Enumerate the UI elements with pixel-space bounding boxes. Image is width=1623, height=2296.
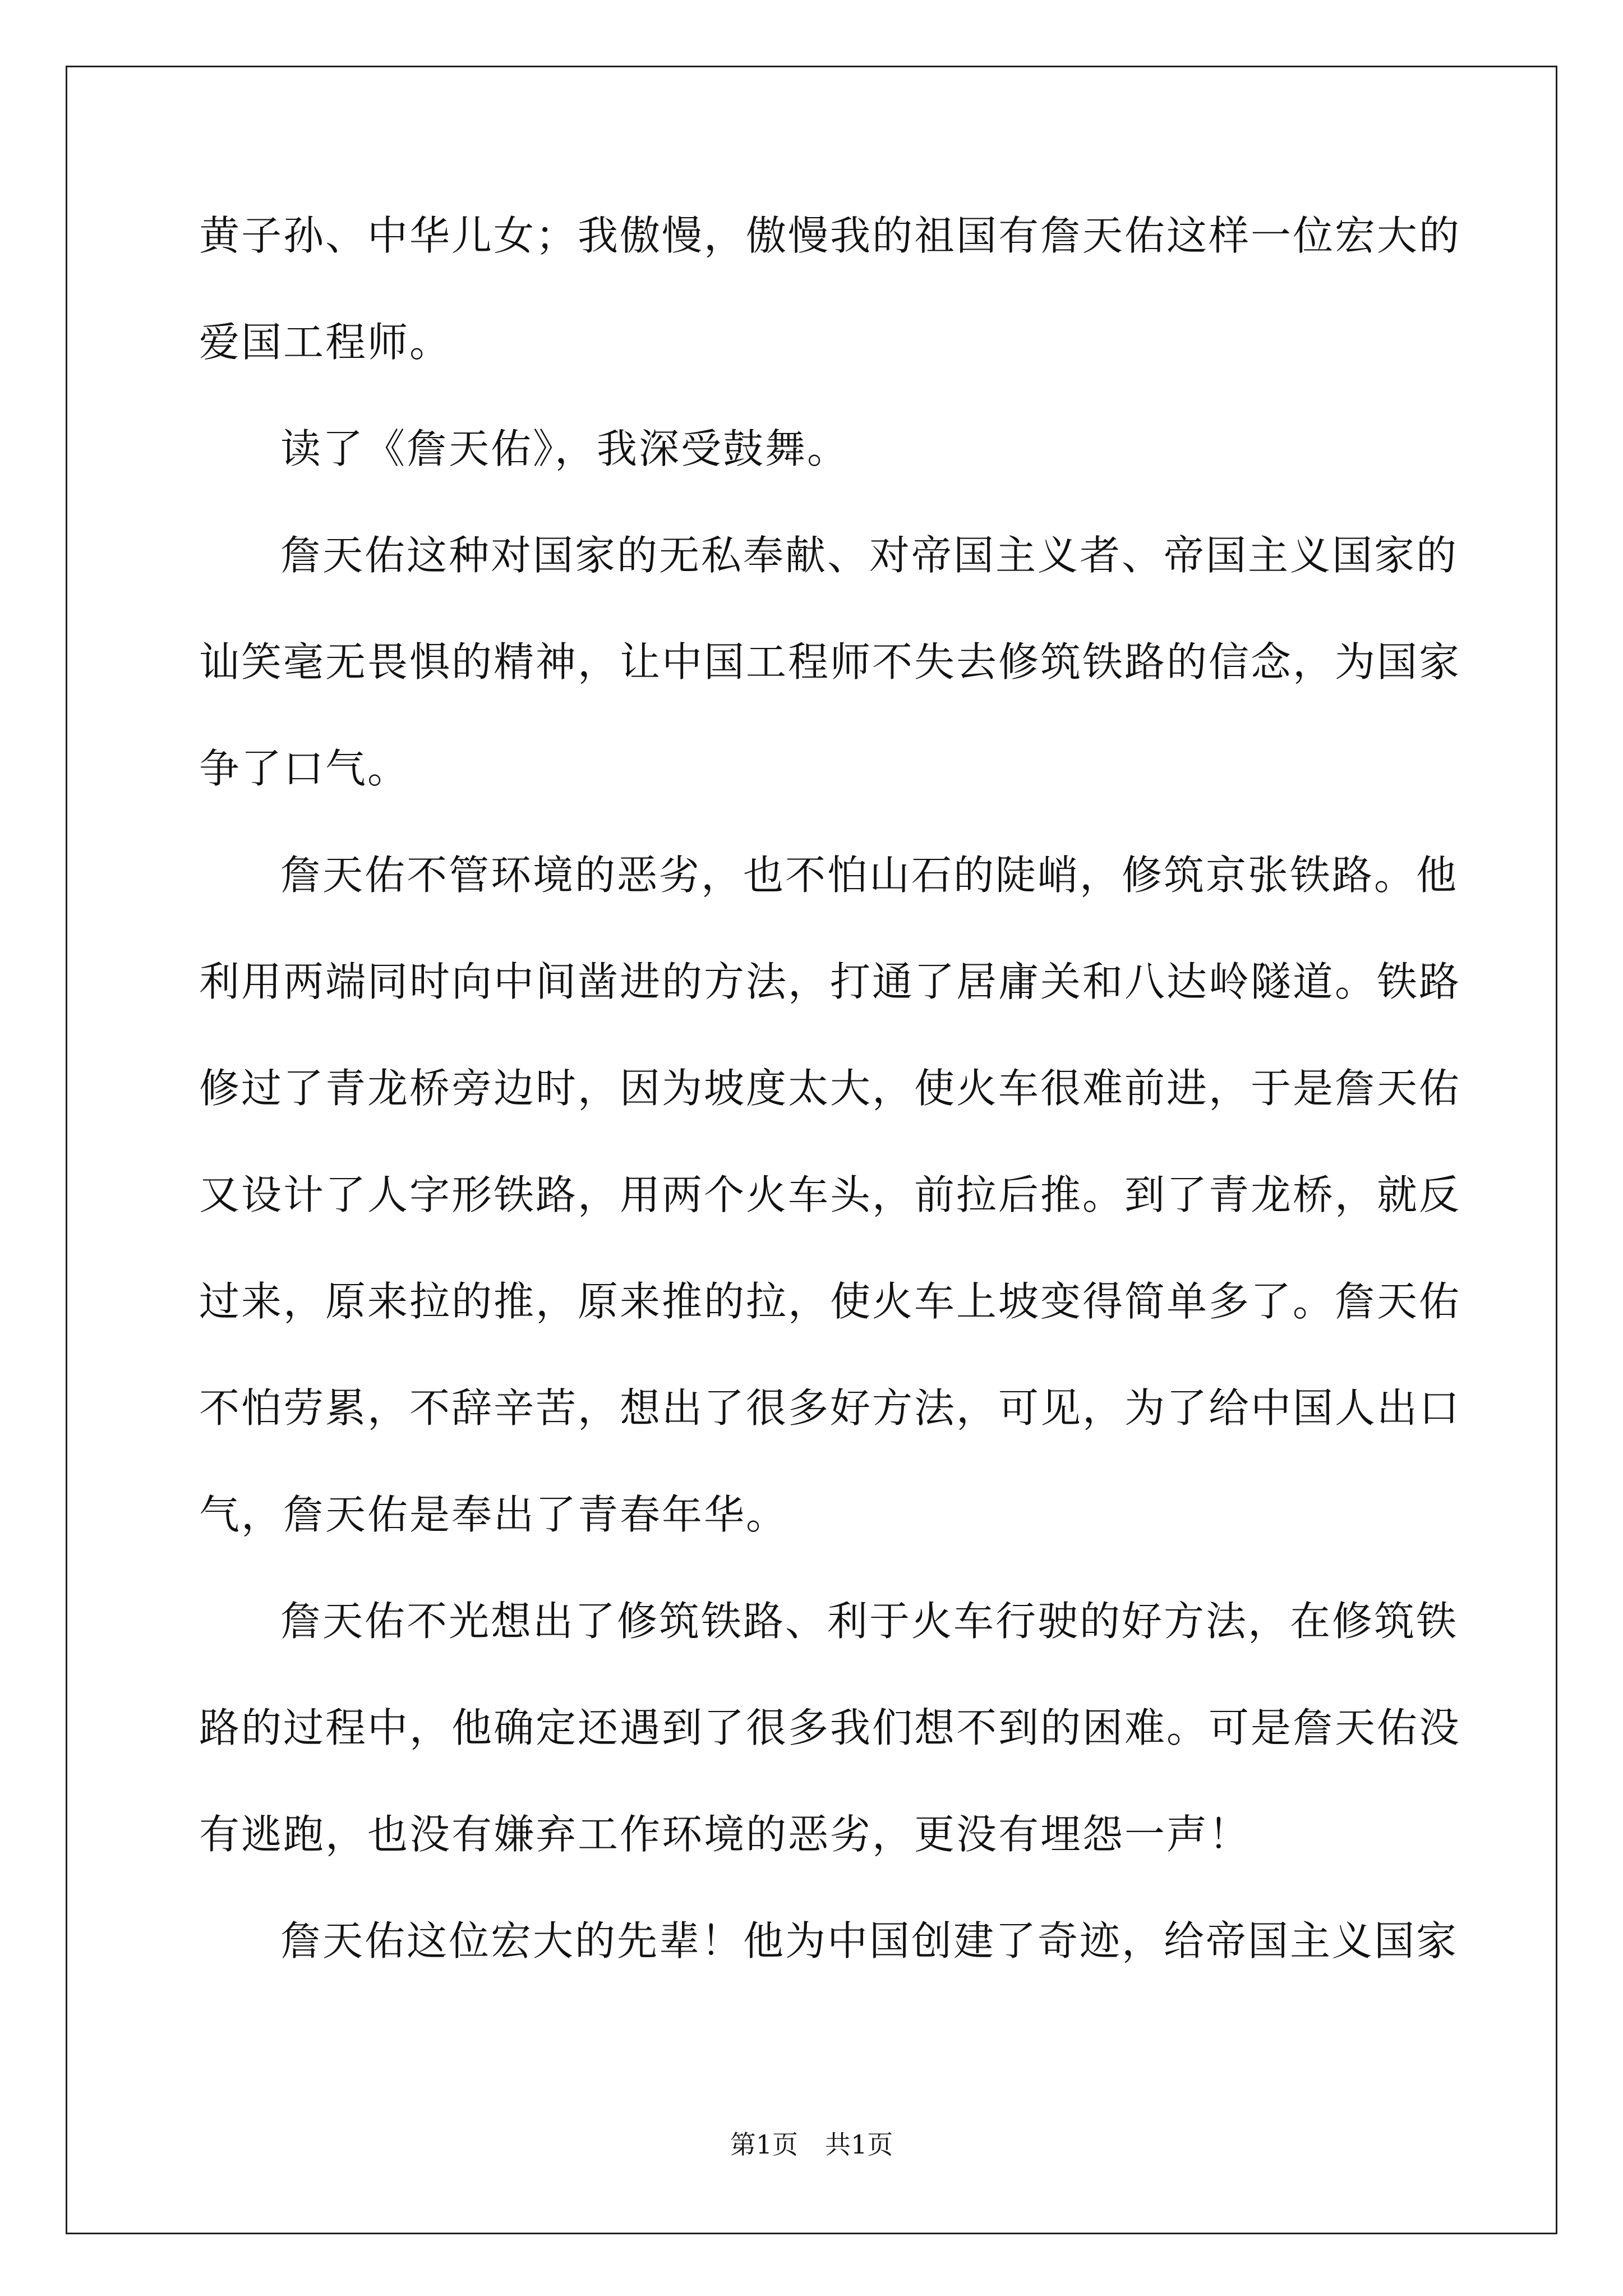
paragraph-first-line: 詹天佑这位宏大的先辈！他为中国创建了奇迹，给帝国主义国家 bbox=[280, 1917, 1459, 1964]
text-line: 有逃跑，也没有嫌弃工作环境的恶劣，更没有埋怨一声！ bbox=[199, 1811, 1251, 1858]
text-line: 爱国工程师。 bbox=[199, 319, 452, 366]
text-line: 黄子孙、中华儿女；我傲慢，傲慢我的祖国有詹天佑这样一位宏大的 bbox=[199, 212, 1461, 259]
text-line: 过来，原来拉的推，原来推的拉，使火车上坡变得简单多了。詹天佑 bbox=[199, 1278, 1461, 1325]
page-footer bbox=[0, 2128, 1623, 2161]
paragraph-first-line: 詹天佑不管环境的恶劣，也不怕山石的陡峭，修筑京张铁路。他 bbox=[280, 852, 1459, 899]
text-line: 又设计了人字形铁路，用两个火车头，前拉后推。到了青龙桥，就反 bbox=[199, 1171, 1461, 1218]
text-line: 不怕劳累，不辞辛苦，想出了很多好方法，可见，为了给中国人出口 bbox=[199, 1384, 1461, 1432]
text-line: 修过了青龙桥旁边时，因为坡度太大，使火车很难前进，于是詹天佑 bbox=[199, 1065, 1461, 1112]
text-line: 利用两端同时向中间凿进的方法，打通了居庸关和八达岭隧道。铁路 bbox=[199, 958, 1461, 1005]
text-line: 争了口气。 bbox=[199, 745, 410, 792]
page-count: 共1页 bbox=[825, 2129, 893, 2160]
text-line: 气，詹天佑是奉出了青春年华。 bbox=[199, 1491, 789, 1538]
text-line: 路的过程中，他确定还遇到了很多我们想不到的困难。可是詹天佑没 bbox=[199, 1704, 1461, 1751]
paragraph-first-line: 詹天佑不光想出了修筑铁路、利于火车行驶的好方法，在修筑铁 bbox=[280, 1598, 1459, 1645]
paragraph-first-line: 詹天佑这种对国家的无私奉献、对帝国主义者、帝国主义国家的 bbox=[280, 532, 1459, 579]
page-number: 第1页 bbox=[730, 2129, 798, 2160]
text-line: 讪笑毫无畏惧的精神，让中国工程师不失去修筑铁路的信念，为国家 bbox=[199, 638, 1461, 685]
paragraph-first-line: 读了《詹天佑》，我深受鼓舞。 bbox=[280, 425, 850, 472]
